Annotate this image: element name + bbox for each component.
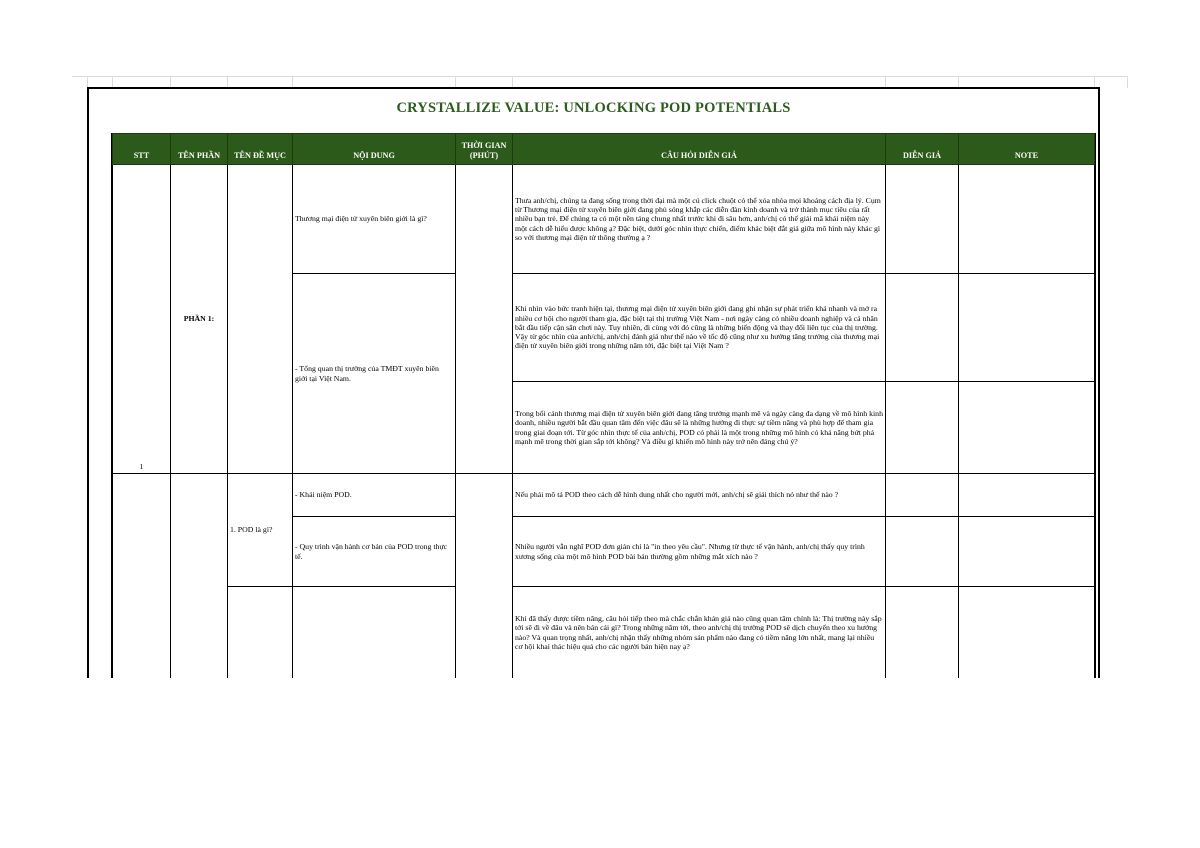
dien-gia-cell[interactable] bbox=[886, 587, 959, 679]
dien-gia-cell[interactable] bbox=[886, 165, 959, 274]
noi-dung-cell[interactable]: - Tổng quan thị trường của TMĐT xuyên biên giới tại Việt Nam. bbox=[293, 274, 456, 474]
ten-phan-cell[interactable]: PHẦN 1: bbox=[171, 165, 228, 474]
dien-gia-cell[interactable] bbox=[886, 274, 959, 382]
note-cell[interactable] bbox=[959, 274, 1095, 382]
dien-gia-cell[interactable] bbox=[886, 382, 959, 474]
header-dien-gia[interactable]: DIỄN GIẢ bbox=[886, 134, 959, 165]
header-noi-dung[interactable]: NỘI DUNG bbox=[293, 134, 456, 165]
header-ten-de-muc[interactable]: TÊN ĐỀ MỤC bbox=[228, 134, 293, 165]
stt-cell[interactable]: 1 bbox=[113, 165, 171, 474]
cau-hoi-cell[interactable]: Khi đã thấy được tiềm năng, câu hỏi tiếp theo mà chắc chắn khán giả nào cũng quan tâm chính là: Thị trường này sắp tới sẽ đi về đâu và nên bán cái gì? Trong những năm tới, theo anh/chị thị trường POD sẽ dịch chuyển theo xu hướng nào? Và quan trọng nhất, anh/chị nhận thấy những nhóm sản phẩm nào đang có tiềm năng lớn nhất, mang lại nhiều cơ hội khai thác hiệu quả cho các người bán hiện nay ạ? bbox=[513, 587, 886, 679]
page-blank-area bbox=[0, 678, 1200, 848]
right-margin-column bbox=[1094, 133, 1101, 678]
note-cell[interactable] bbox=[959, 474, 1095, 517]
header-ten-phan[interactable]: TÊN PHẦN bbox=[171, 134, 228, 165]
header-note[interactable]: NOTE bbox=[959, 134, 1095, 165]
noi-dung-cell[interactable]: Thương mại điện tử xuyên biên giới là gì? bbox=[293, 165, 456, 274]
table-row bbox=[113, 165, 1095, 274]
header-cau-hoi[interactable]: CÂU HỎI DIỄN GIẢ bbox=[513, 134, 886, 165]
noi-dung-cell[interactable]: - Khái niệm POD. bbox=[293, 474, 456, 517]
cau-hoi-cell[interactable]: Nếu phải mô tả POD theo cách dễ hình dung nhất cho người mới, anh/chị sẽ giải thích nó như thế nào ? bbox=[513, 474, 886, 517]
note-cell[interactable] bbox=[959, 165, 1095, 274]
sheet-gridline bbox=[72, 76, 1128, 77]
cau-hoi-cell[interactable]: Nhiều người vẫn nghĩ POD đơn giản chỉ là "in theo yêu cầu". Nhưng từ thực tế vận hành, anh/chị thấy quy trình xương sống của một mô hình POD bài bản thường gồm những mắt xích nào ? bbox=[513, 517, 886, 587]
ten-de-muc-cell[interactable]: 1. POD là gì? bbox=[228, 474, 293, 587]
note-cell[interactable] bbox=[959, 382, 1095, 474]
note-cell[interactable] bbox=[959, 517, 1095, 587]
note-cell[interactable] bbox=[959, 587, 1095, 679]
agenda-table bbox=[112, 133, 1095, 719]
thoi-gian-cell[interactable] bbox=[456, 165, 513, 474]
header-thoi-gian[interactable]: THỜI GIAN (PHÚT) bbox=[456, 134, 513, 165]
cau-hoi-cell[interactable]: Thưa anh/chị, chúng ta đang sống trong thời đại mà một cú click chuột có thể xóa nhòa mọi khoảng cách địa lý. Cụm từ Thương mại điện tử xuyên biên giới đang phủ sóng khắp các diễn đàn kinh doanh và trở thành mục tiêu của rất nhiều bạn trẻ. Để chúng ta có một nền tảng chung nhất trước khi đi sâu hơn, anh/chị có thể giải mã khái niệm này một cách dễ hiểu được không ạ? Đặc biệt, dưới góc nhìn thực chiến, điểm khác biệt đắt giá giữa mô hình này khác gì so với thương mại điện tử thông thường ạ ? bbox=[513, 165, 886, 274]
header-stt[interactable]: STT bbox=[113, 134, 171, 165]
page-title: CRYSTALLIZE VALUE: UNLOCKING POD POTENTIALS bbox=[396, 100, 791, 116]
header-row bbox=[113, 134, 1095, 165]
dien-gia-cell[interactable] bbox=[886, 474, 959, 517]
dien-gia-cell[interactable] bbox=[886, 517, 959, 587]
noi-dung-cell[interactable]: - Quy trình vận hành cơ bản của POD trong thực tế. bbox=[293, 517, 456, 587]
cau-hoi-cell[interactable]: Trong bối cảnh thương mại điện tử xuyên biên giới đang tăng trưởng mạnh mẽ và ngày càng đa dạng về mô hình kinh doanh, nhiều người bắt đầu quan tâm đến việc đâu sẽ là những hướng đi thực sự tiềm năng và phù hợp để tham gia trong giai đoạn tới. Từ góc nhìn thực tế của anh/chị, POD có phải là một trong những mô hình có khả năng bứt phá mạnh mẽ trong thời gian sắp tới không? Và điều gì khiến mô hình này trở nên đáng chú ý? bbox=[513, 382, 886, 474]
table-row bbox=[113, 587, 1095, 679]
table-row bbox=[113, 474, 1095, 517]
cau-hoi-cell[interactable]: Khi nhìn vào bức tranh hiện tại, thương mại điện tử xuyên biên giới đang ghi nhận sự phát triển khá nhanh và mở ra nhiều cơ hội cho người tham gia, đặc biệt tại thị trường Việt Nam - nơi ngày càng có nhiều doanh nghiệp và cá nhân bắt đầu tiếp cận sân chơi này. Tuy nhiên, đi cùng với đó cũng là những biến động và thay đổi liên tục của thị trường. Vậy từ góc nhìn của anh/chị, anh/chị đánh giá như thế nào về tốc độ cũng như xu hướng tăng trưởng của thương mại điện tử xuyên biên giới trong những năm tới, đặc biệt tại Việt Nam ? bbox=[513, 274, 886, 382]
sheet-gridline bbox=[1127, 76, 1128, 88]
ten-de-muc-cell[interactable] bbox=[228, 165, 293, 474]
left-margin-column bbox=[89, 133, 113, 678]
